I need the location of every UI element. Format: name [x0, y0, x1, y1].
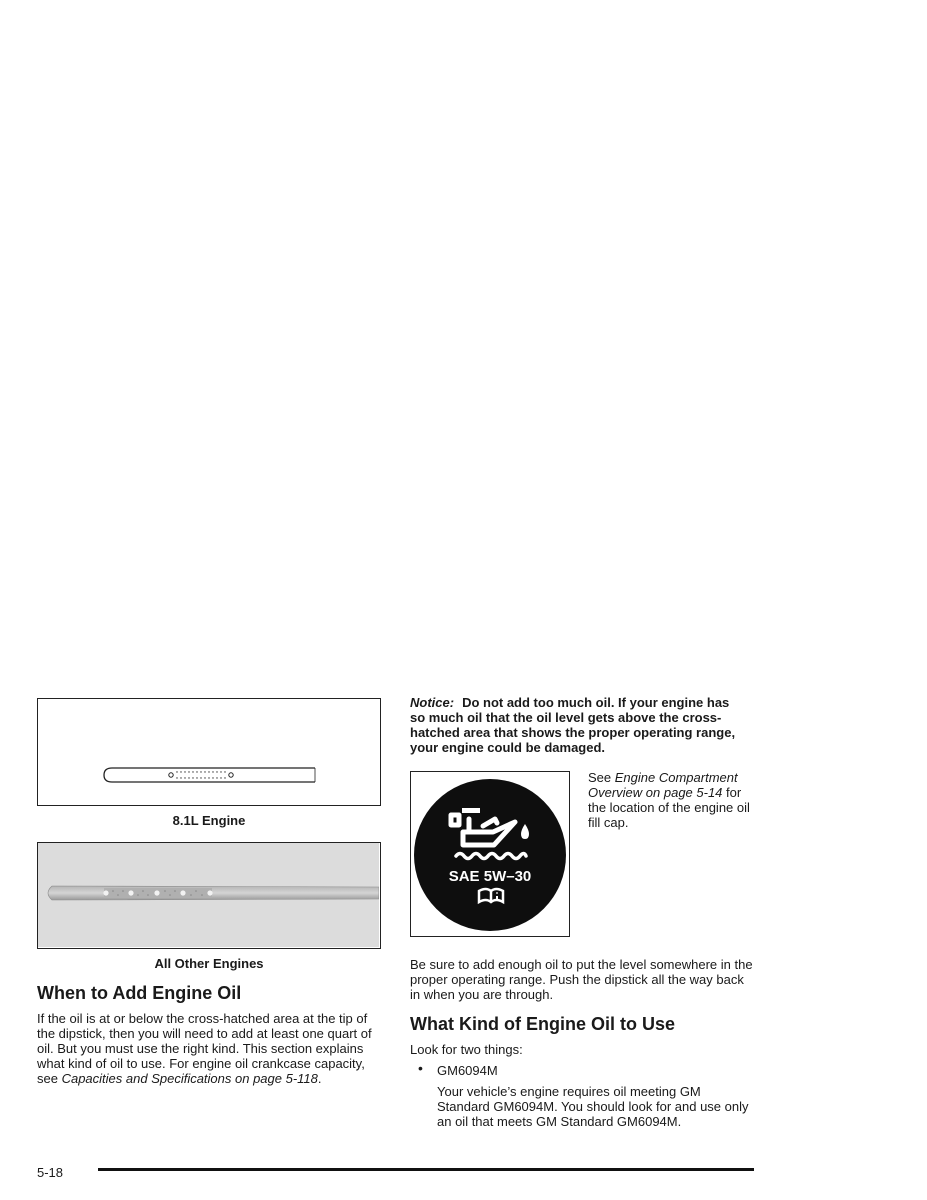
look-for-intro: Look for two things: [410, 1042, 523, 1057]
oil-fill-cap-figure [410, 771, 570, 937]
figure-caption-8-1l: 8.1L Engine [172, 813, 246, 828]
capacities-reference-link[interactable]: Capacities and Specifications on page 5-118 [61, 1071, 318, 1086]
dipstick-8-1l-illustration [38, 699, 379, 804]
section-heading-what-kind: What Kind of Engine Oil to Use [410, 1014, 675, 1034]
add-enough-oil-paragraph: Be sure to add enough oil to put the level somewhere in the proper operating range. Push the dipstick all the way back in when you are through. [410, 957, 753, 1002]
bullet-detail-paragraph: Your vehicle’s engine requires oil meeting GM Standard GM6094M. You should look for and use only an oil that meets GM Standard GM6094M. [437, 1084, 749, 1129]
dipstick-other-figure [37, 842, 381, 949]
oil-grade-label: SAE 5W–30 [448, 868, 532, 885]
bullet-marker: • [418, 1060, 423, 1076]
notice-label: Notice: [410, 695, 455, 710]
oil-fill-cap-illustration [411, 772, 568, 935]
footer-rule [98, 1168, 754, 1171]
notice-text: Do not add too much oil. If your engine has so much oil that the oil level gets above the cross-hatched area that shows the proper operating range, your engine could be damaged. [410, 695, 736, 755]
dipstick-other-photo [38, 843, 379, 947]
figure-caption-all-other: All Other Engines [154, 956, 264, 971]
section-heading-when-to-add: When to Add Engine Oil [37, 983, 242, 1003]
notice-block [410, 695, 745, 755]
when-to-add-paragraph: If the oil is at or below the cross-hatched area at the tip of the dipstick, then you will need to add at least one quart of oil. But you must use the right kind. This section explains what kind of oil to use. For engine oil crankcase capacity, see Capacities and Specifications on page 5-118. [37, 1011, 372, 1086]
engine-compartment-reference-link[interactable]: Engine Compartment Overview on page 5-14 [588, 770, 738, 800]
dipstick-8-1l-figure [37, 698, 381, 806]
bullet-item: GM6094M [437, 1063, 498, 1078]
see-engine-compartment-text: See Engine Compartment Overview on page 5-14 for the location of the engine oil fill cap. [588, 770, 750, 830]
page-number: 5-18 [37, 1165, 64, 1180]
